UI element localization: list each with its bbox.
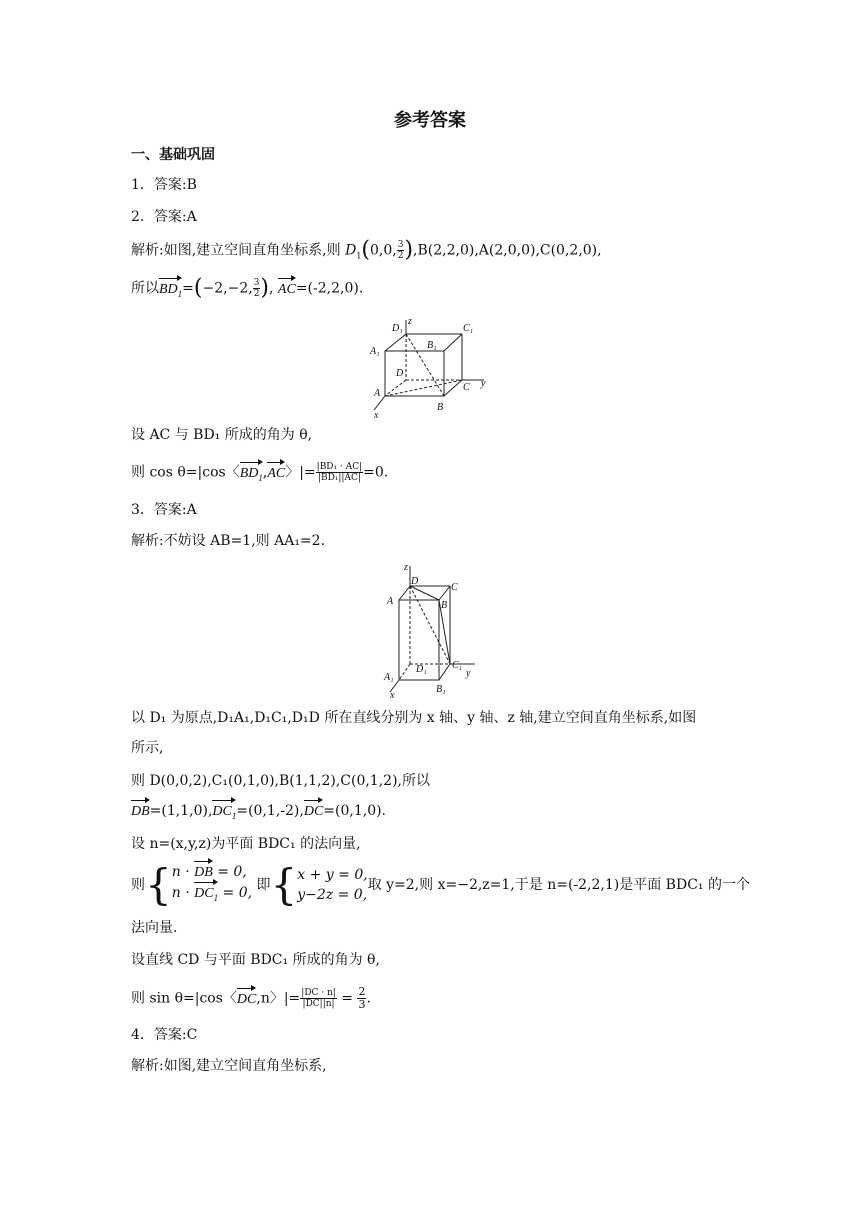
- answer-3: 3．答案:A: [131, 502, 197, 518]
- system-1: n · DB = 0, $n \cdot DC_1 = 0$,: [172, 862, 252, 908]
- svg-text:y: y: [466, 668, 471, 679]
- svg-text:A₁: A₁: [370, 346, 380, 357]
- answer-4: 4．答案:C: [131, 1027, 198, 1043]
- svg-text:D₁: D₁: [392, 323, 403, 334]
- take-text: 取 y=2,则 x=−2,z=1,于是 n=(-2,2,1)是平面 BDC₁ 的一个: [367, 877, 750, 893]
- svg-text:C₁: C₁: [452, 660, 463, 671]
- coords-rest: ,B(2,2,0),A(2,0,0),C(0,2,0),: [413, 242, 602, 259]
- svg-text:B₁: B₁: [427, 340, 437, 351]
- vector-ac: AC: [278, 280, 296, 300]
- q3-assume: 解析:不妨设 AB=1,则 AA₁=2.: [131, 533, 326, 549]
- q2-cos-line: 则 cos θ=|cos〈$BD_1,AC$〉|= $\frac{\text{|BD₁ · AC|}}{\text{|BD₁||AC|}}$ =0.: [131, 462, 388, 487]
- section-heading: 一、基础巩固: [131, 147, 215, 163]
- svg-text:D₁: D₁: [416, 664, 427, 675]
- svg-text:C: C: [451, 582, 458, 593]
- q3-coords: 则 D(0,0,2),C₁(0,1,0),B(1,1,2),C(0,1,2),所以: [131, 773, 430, 789]
- fraction: $\frac{|DC \cdot n|}{|DC||n|}$: [301, 988, 336, 1009]
- cos-prefix: 则 cos θ=|cos〈: [131, 464, 240, 481]
- q3-normal-end: 法向量.: [131, 920, 178, 936]
- svg-text:B: B: [437, 402, 444, 413]
- bd1-values: −2,−2,: [202, 280, 253, 297]
- svg-text:x: x: [374, 410, 379, 418]
- svg-text:z: z: [408, 318, 412, 327]
- d1-coord: 0,0,: [370, 242, 397, 259]
- q2-analysis-line: 解析:如图,建立空间直角坐标系,则 $D_1(0,0$, $\frac{3}{2}$ ),B(2,2,0),A(2,0,0),C(0,2,0),: [131, 237, 602, 263]
- svg-text:A: A: [374, 388, 381, 399]
- q2-vector-line: 所以$BD_1=(-2,-2$, $\frac{3}{2}$ ), AC=(-2,2,0).: [131, 278, 363, 303]
- svg-text:B: B: [441, 600, 448, 611]
- q3-normal-line: 设 n=(x,y,z)为平面 BDC₁ 的法向量,: [131, 836, 361, 852]
- cube-figure-1: [366, 318, 496, 418]
- vector-bd1: $BD_1$: [159, 280, 182, 304]
- svg-text:y: y: [481, 378, 486, 389]
- q3-system-line: 则{n · DB = 0, $n \cdot DC_1 = 0$, 即{x + y = 0, y−2z = 0,取 y=2,则 x=−2,z=1,于是 n=(-2,2,1)是平面 BDC₁ 的一个: [131, 860, 750, 909]
- ac-value: =(-2,2,0).: [295, 280, 364, 297]
- fraction: $\frac{3}{2}$: [253, 278, 260, 299]
- box-figure-2: [380, 560, 490, 700]
- system-2: x + y = 0, y−2z = 0,: [297, 867, 368, 903]
- q4-analysis: 解析:如图,建立空间直角坐标系,: [131, 1058, 327, 1074]
- sin-prefix: 则 sin θ=|cos〈: [131, 990, 237, 1007]
- cos-result: =0.: [363, 464, 389, 481]
- page-title: 参考答案: [394, 110, 466, 131]
- q3-angle-line: 设直线 CD 与平面 BDC₁ 所成的角为 θ,: [131, 952, 380, 968]
- vec-prefix: 所以: [131, 280, 159, 297]
- q3-setup-2: 所示,: [131, 740, 164, 756]
- fraction-result: $\frac{2}{3}$: [358, 985, 366, 1011]
- svg-text:B₁: B₁: [436, 684, 446, 695]
- q3-vectors: $DB=(1,1,0),DC_1=(0,1,-2),DC=(0,1,0)$.: [131, 801, 386, 826]
- svg-text:C: C: [463, 382, 470, 393]
- fraction: $\frac{3}{2}$: [397, 240, 404, 261]
- svg-text:x: x: [390, 690, 395, 700]
- svg-text:D: D: [411, 576, 419, 587]
- q3-setup-1: 以 D₁ 为原点,D₁A₁,D₁C₁,D₁D 所在直线分别为 x 轴、y 轴、z 轴,建立空间直角坐标系,如图: [131, 710, 697, 726]
- q2-analysis-text: 解析:如图,建立空间直角坐标系,则: [131, 242, 341, 259]
- q3-sin-line: 则 sin θ=|cos〈DC,n〉|= $\frac{|DC \cdot n|}{|DC||n|}$ = $\frac{2}{3}$ .: [131, 985, 371, 1011]
- fraction: $\frac{\text{|BD₁ · AC|}}{\text{|BD₁||AC|}}$: [316, 462, 363, 483]
- svg-text:z: z: [404, 562, 408, 573]
- q2-angle-line: 设 AC 与 BD₁ 所成的角为 θ,: [131, 427, 313, 443]
- svg-text:D: D: [396, 368, 404, 379]
- svg-text:A₁: A₁: [384, 672, 394, 683]
- svg-text:A: A: [387, 596, 394, 607]
- svg-text:C₁: C₁: [463, 323, 474, 334]
- answer-2: 2．答案:A: [131, 209, 197, 225]
- answer-1: 1．答案:B: [131, 177, 197, 193]
